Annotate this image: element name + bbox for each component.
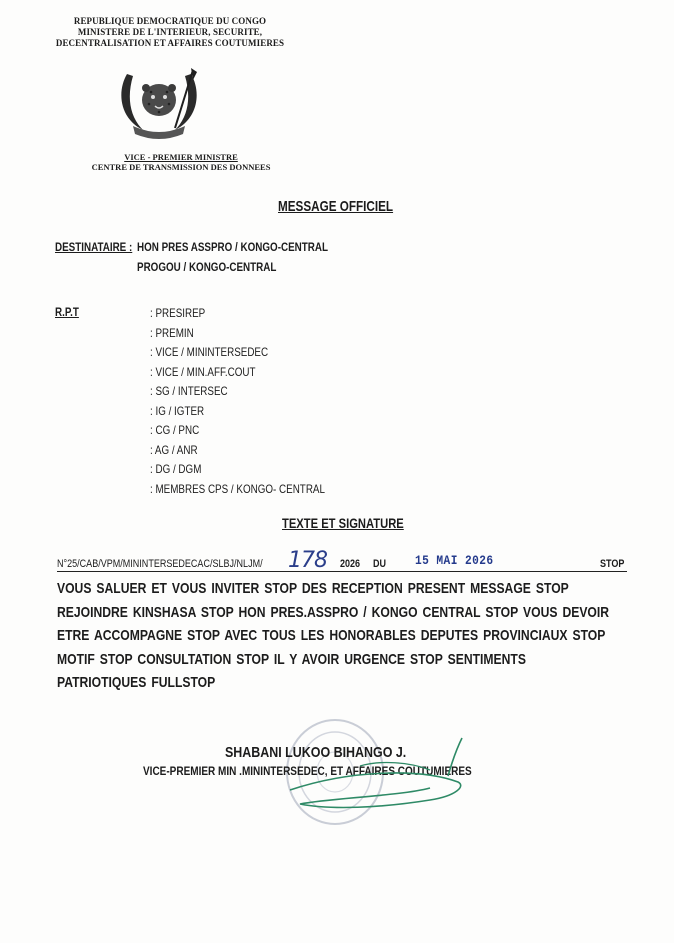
reference-year: 2026 [340,558,361,570]
message-body [57,577,624,695]
list-item: : VICE / MIN.AFF.COUT [150,364,256,379]
list-item: : VICE / MININTERSEDEC [150,345,269,359]
handwritten-signature-icon [230,730,490,820]
handwritten-reference-number: 178 [288,548,327,573]
message-line-2: REJOINDRE KINSHASA STOP HON PRES.ASSPRO / KONGO CENTRAL STOP VOUS DEVOIR [57,603,610,621]
rpt-list [150,304,363,499]
ministry-header [45,16,295,49]
list-item: : PRESIREP [150,306,206,320]
header-line-1: REPUBLIQUE DEMOCRATIQUE DU CONGO [73,16,267,26]
service-line-2: CENTRE DE TRANSMISSION DES DONNEES [91,162,271,172]
service-block [65,152,297,172]
header-line-2: MINISTERE DE L'INTERIEUR, SECURITE, [77,27,263,37]
destinataire-label: DESTINATAIRE : [55,240,133,254]
message-line-1: VOUS SALUER ET VOUS INVITER STOP DES RECEPTION PRESENT MESSAGE STOP [57,580,569,597]
rpt-label: R.P.T [55,305,79,319]
texte-signature-heading: TEXTE ET SIGNATURE [282,515,404,531]
signatory-name: SHABANI LUKOO BIHANGO J. [225,744,407,761]
date-stamp: 15 MAI 2026 [415,553,494,568]
reference-prefix: N°25/CAB/VPM/MININTERSEDECAC/SLBJ/NLJM/ [57,558,263,570]
message-line-4: MOTIF STOP CONSULTATION STOP IL Y AVOIR URGENCE STOP SENTIMENTS [57,650,526,668]
list-item: : MEMBRES CPS / KONGO- CENTRAL [150,481,325,496]
document-title: MESSAGE OFFICIEL [278,198,394,215]
destinataire-line-1: HON PRES ASSPRO / KONGO-CENTRAL [137,240,328,254]
message-line-5: PATRIOTIQUES FULLSTOP [57,674,216,691]
reference-du: DU [373,558,387,570]
header-line-3: DECENTRALISATION ET AFFAIRES COUTUMIERES [55,38,285,48]
reference-line [57,548,627,574]
service-line-1: VICE - PREMIER MINISTRE [124,152,238,162]
reference-underline [57,571,627,572]
list-item: : CG / PNC [150,423,200,437]
congo-leopard-coat-of-arms-icon [113,66,205,142]
destinataire-line-2: PROGOU / KONGO-CENTRAL [137,260,277,274]
list-item: : DG / DGM [150,462,202,476]
list-item: : AG / ANR [150,442,198,457]
reference-stop: STOP [600,558,625,570]
message-line-3: ETRE ACCOMPAGNE STOP AVEC TOUS LES HONORABLES DEPUTES PROVINCIAUX STOP [57,627,606,644]
signatory-role: VICE-PREMIER MIN .MININTERSEDEC, ET AFFAIRES COUTUMIERES [143,766,472,778]
list-item: : IG / IGTER [150,403,205,418]
list-item: : SG / INTERSEC [150,384,228,398]
list-item: : PREMIN [150,325,194,340]
